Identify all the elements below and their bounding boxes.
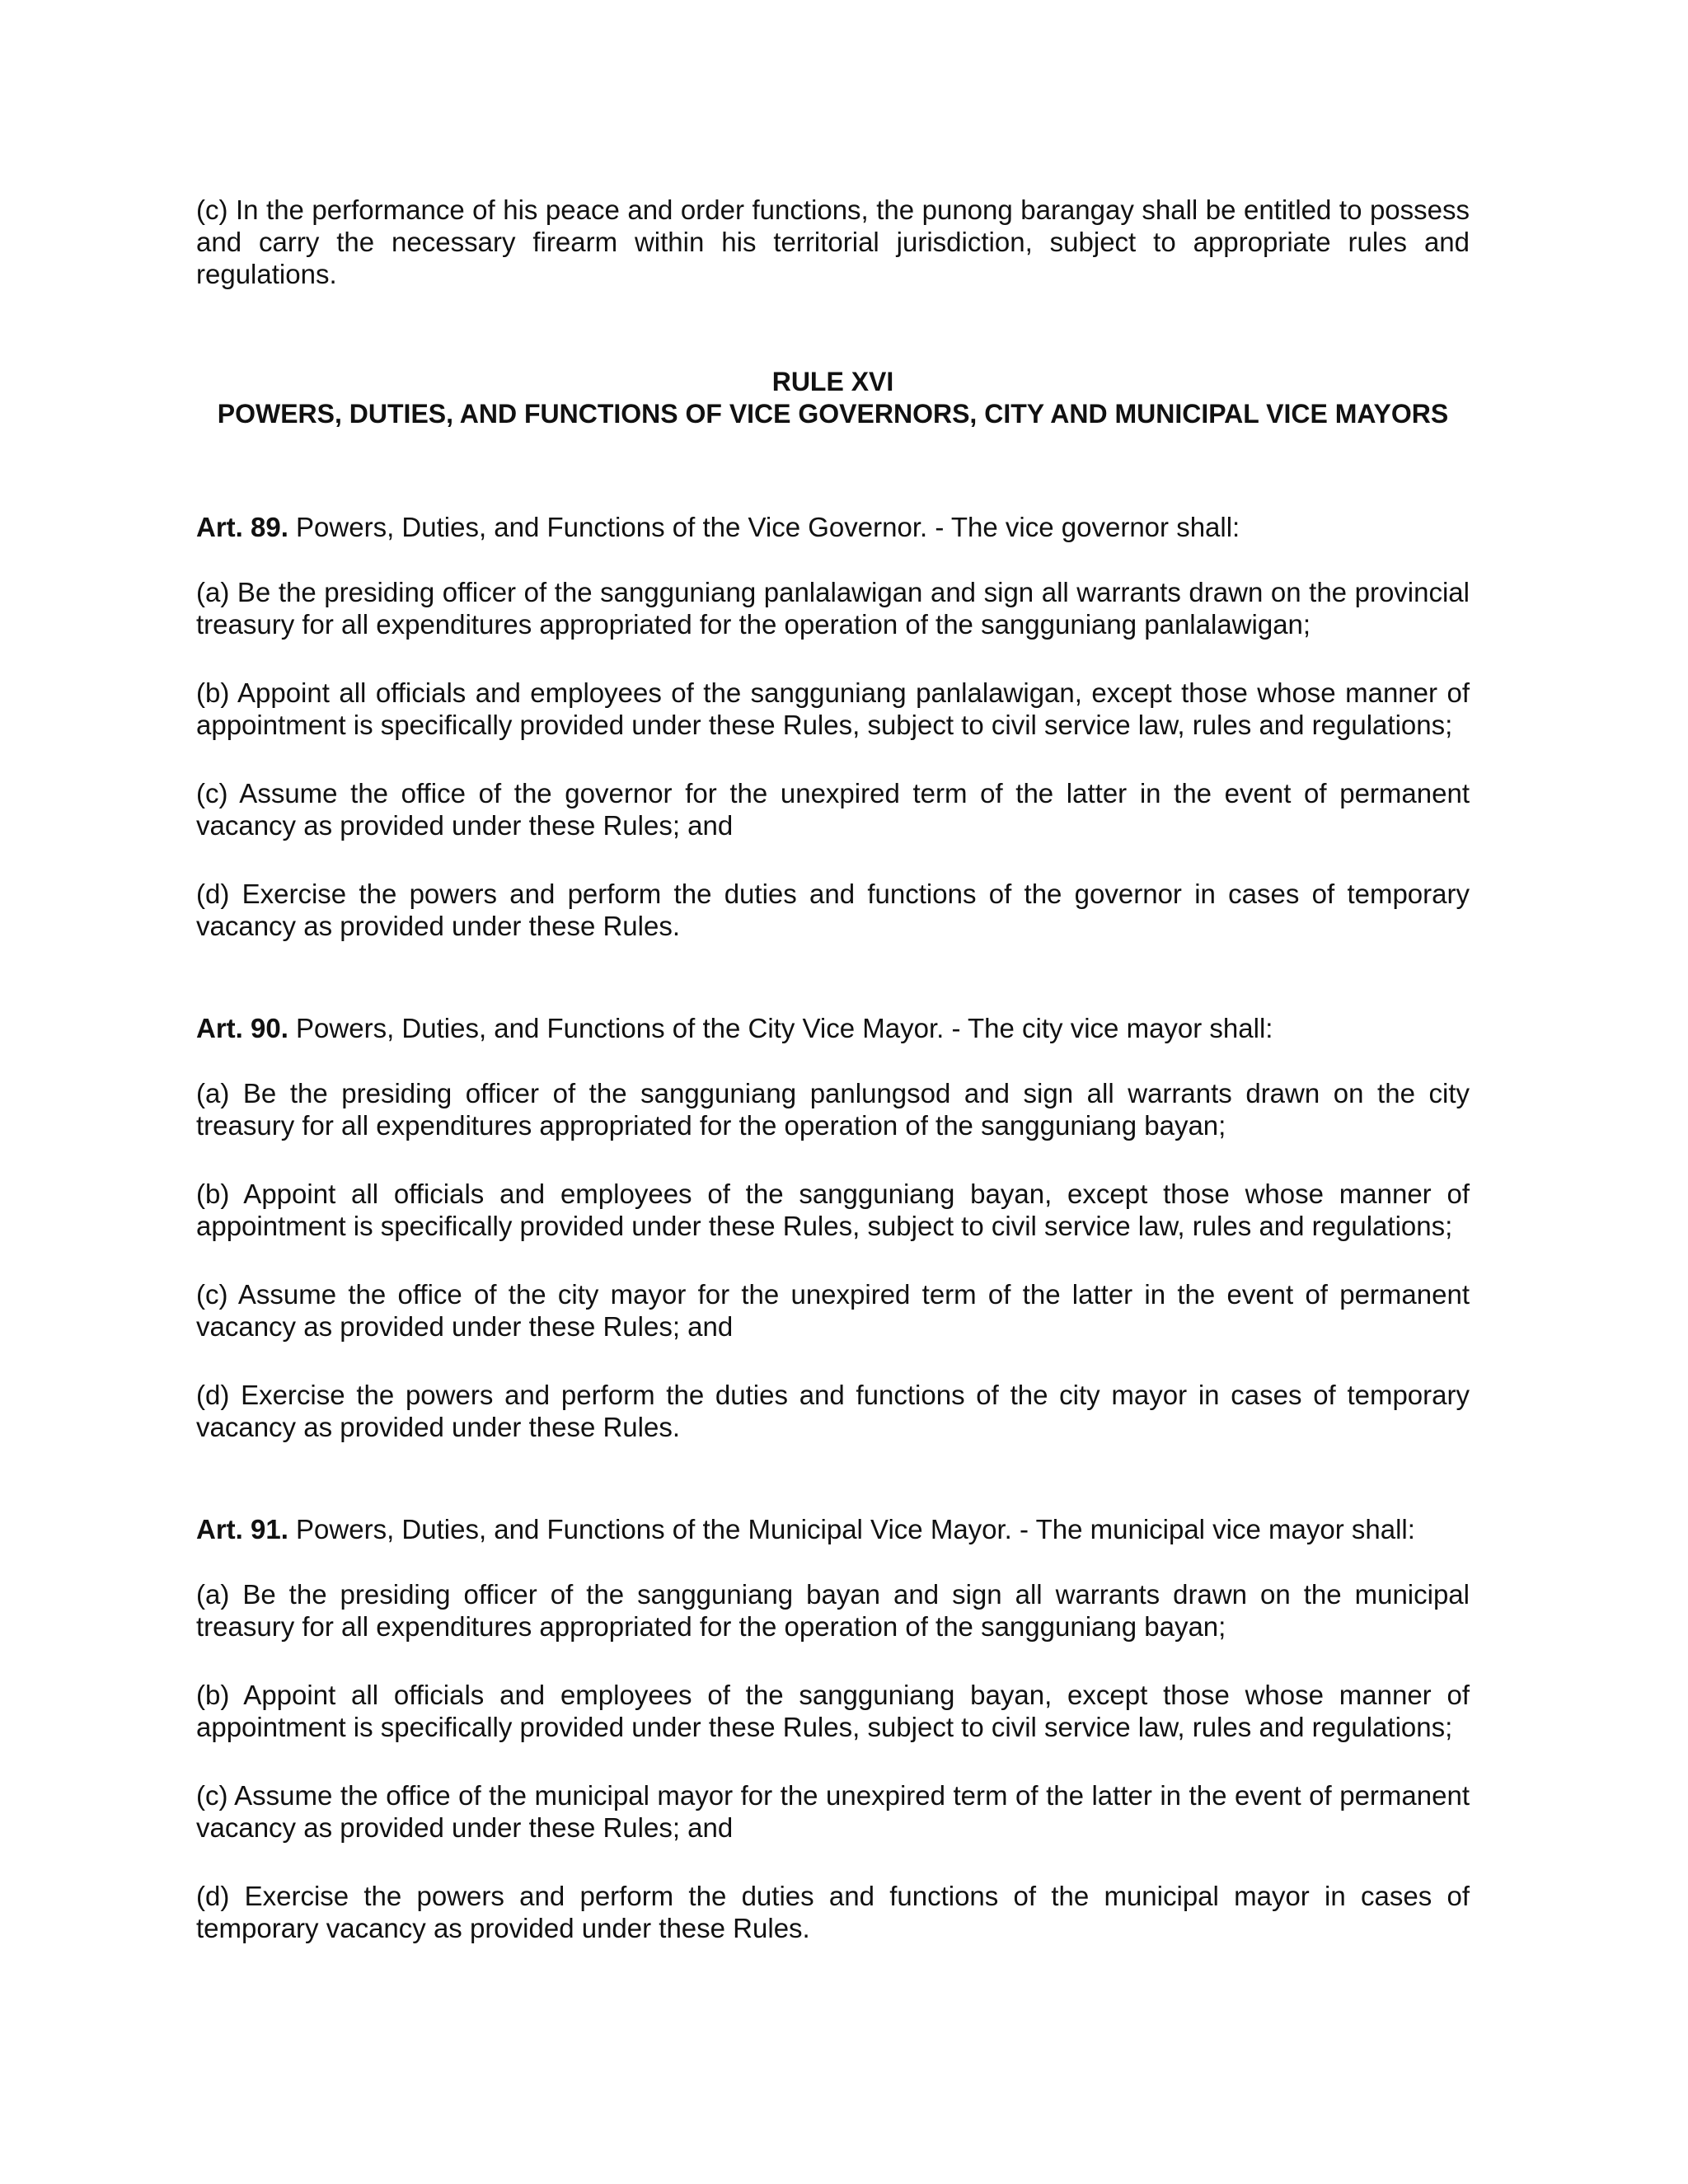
article-90-title: Powers, Duties, and Functions of the City Vice Mayor. - The city vice mayor shall:: [288, 1013, 1273, 1043]
article-89-item-d: (d) Exercise the powers and perform the duties and functions of the governor in cases of temporary vacancy as provided under these Rules.: [196, 879, 1470, 941]
article-90-item-d: (d) Exercise the powers and perform the duties and functions of the city mayor in cases of temporary vacancy as provided under these Rules.: [196, 1380, 1470, 1442]
page-content: [196, 194, 1470, 1944]
article-89-heading: [196, 511, 1470, 543]
article-89-title: Powers, Duties, and Functions of the Vice Governor. - The vice governor shall:: [288, 512, 1240, 542]
rule-title: POWERS, DUTIES, AND FUNCTIONS OF VICE GOVERNORS, CITY AND MUNICIPAL VICE MAYORS: [217, 399, 1449, 429]
article-90-label: Art. 90.: [196, 1013, 288, 1043]
article-90-heading: [196, 1012, 1470, 1044]
article-91-item-c: (c) Assume the office of the municipal mayor for the unexpired term of the latter in the event of permanent vacancy as provided under these Rules; and: [196, 1780, 1470, 1843]
article-90-item-c: (c) Assume the office of the city mayor for the unexpired term of the latter in the event of permanent vacancy as provided under these Rules; and: [196, 1279, 1470, 1342]
article-89-label: Art. 89.: [196, 512, 288, 542]
rule-number: RULE XVI: [771, 367, 894, 396]
article-89-item-c: (c) Assume the office of the governor for the unexpired term of the latter in the event of permanent vacancy as provided under these Rules; and: [196, 778, 1470, 841]
article-91-label: Art. 91.: [196, 1514, 288, 1544]
article-89-item-a: (a) Be the presiding officer of the sangguniang panlalawigan and sign all warrants drawn on the provincial treasury for all expenditures appropriated for the operation of the sangguniang panlalawigan;: [196, 577, 1470, 640]
article-91-item-d: (d) Exercise the powers and perform the duties and functions of the municipal mayor in cases of temporary vacancy as provided under these Rules.: [196, 1881, 1470, 1943]
rule-heading: [196, 366, 1470, 430]
intro-paragraph-c: (c) In the performance of his peace and order functions, the punong barangay shall be entitled to possess and carry the necessary firearm within his territorial jurisdiction, subject to appropriate rules and regulations.: [196, 194, 1470, 289]
article-90-item-a: (a) Be the presiding officer of the sangguniang panlungsod and sign all warrants drawn on the city treasury for all expenditures appropriated for the operation of the sangguniang bayan;: [196, 1078, 1470, 1141]
article-90-item-b: (b) Appoint all officials and employees of the sangguniang bayan, except those whose manner of appointment is specifically provided under these Rules, subject to civil service law, rules and regulations;: [196, 1179, 1470, 1241]
article-89-item-b: (b) Appoint all officials and employees of the sangguniang panlalawigan, except those whose manner of appointment is specifically provided under these Rules, subject to civil service law, rules and regulations;: [196, 677, 1470, 740]
article-91-item-a: (a) Be the presiding officer of the sangguniang bayan and sign all warrants drawn on the municipal treasury for all expenditures appropriated for the operation of the sangguniang bayan;: [196, 1579, 1470, 1642]
article-91-item-b: (b) Appoint all officials and employees of the sangguniang bayan, except those whose manner of appointment is specifically provided under these Rules, subject to civil service law, rules and regulations;: [196, 1680, 1470, 1742]
article-91-title: Powers, Duties, and Functions of the Municipal Vice Mayor. - The municipal vice mayor shall:: [288, 1514, 1415, 1544]
article-91-heading: [196, 1513, 1470, 1545]
